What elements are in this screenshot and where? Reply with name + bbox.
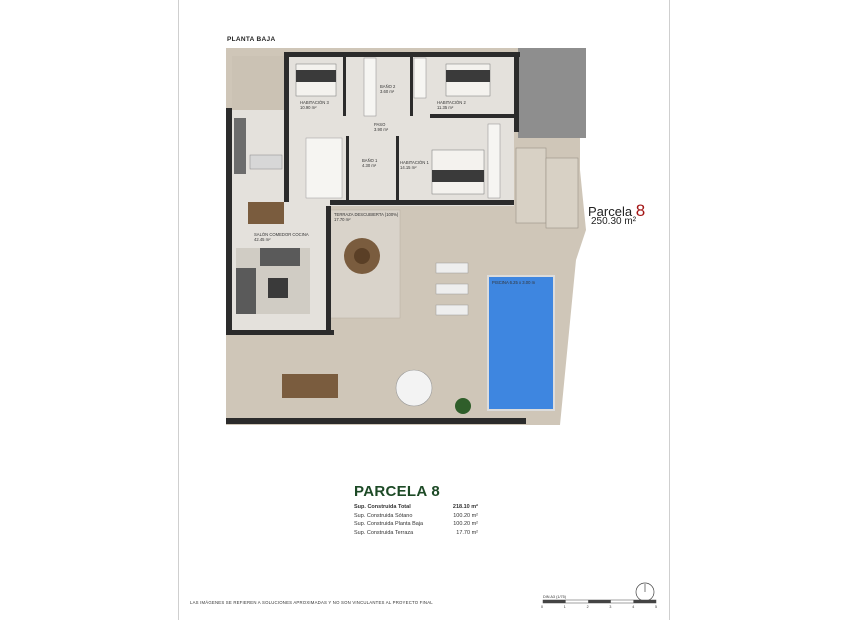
dining-table-interior <box>248 202 284 224</box>
scale-tick: 3 <box>609 605 612 609</box>
room-area-bano2: 3.60 m² <box>380 89 395 94</box>
room-area-bano1: 4.30 m² <box>362 163 377 168</box>
room-name-pool: PISCINA 6.25 x 3.00 m <box>492 280 536 285</box>
area-row-value: 100.20 m² <box>453 521 478 527</box>
north-compass-icon <box>636 583 654 601</box>
scale-tick: 2 <box>586 605 589 609</box>
parcel-area: 250.30 m² <box>591 216 637 227</box>
room-area-salon: 42.45 m² <box>254 237 271 242</box>
outdoor-dining <box>282 374 338 398</box>
area-row-value: 17.70 m² <box>456 529 478 536</box>
parcel-number: 8 <box>635 201 646 220</box>
parcel-label-text: Parcela <box>588 204 633 219</box>
room-name-terrace: TERRAZA DESCUBIERTA (100%) <box>334 212 399 217</box>
area-row <box>354 520 478 529</box>
living-area <box>236 248 310 314</box>
area-row-label: Sup. Construida Terraza <box>354 529 414 536</box>
scale-bar <box>543 600 656 603</box>
room-area-hab2: 11.35 m² <box>437 105 454 110</box>
scale-tick: 5 <box>654 605 657 609</box>
scale-ticks <box>541 605 657 609</box>
exterior-stairs <box>516 148 578 228</box>
room-name-hab3: HABITACIÓN 3 <box>300 100 329 105</box>
scale-tick: 0 <box>541 605 543 609</box>
room-name-hab1: HABITACIÓN 1 <box>400 160 429 165</box>
bed-hab1 <box>432 150 484 194</box>
area-row-value: 100.20 m² <box>453 512 478 519</box>
footer-disclaimer: LAS IMÁGENES SE REFIEREN A SOLUCIONES APROXIMADAS Y NO SON VINCULANTES AL PROYECTO FINAL <box>190 600 433 605</box>
terrace-round-table <box>344 238 380 274</box>
area-row <box>354 529 478 538</box>
summary-title: PARCELA 8 <box>354 483 441 500</box>
room-name-salon: SALÓN COMEDOR COCINA <box>254 232 309 237</box>
room-area-paso: 3.90 m² <box>374 127 389 132</box>
pool <box>488 276 554 410</box>
area-row-label: Sup. Construida Planta Baja <box>354 521 424 527</box>
room-name-bano1: BAÑO 1 <box>362 158 378 163</box>
internal-stair <box>306 138 342 198</box>
area-row-label: Sup. Construida Sótano <box>354 512 413 519</box>
bed-hab2 <box>446 64 490 96</box>
plan-title: PLANTA BAJA <box>227 36 276 43</box>
room-area-hab1: 14.15 m² <box>400 165 417 170</box>
sun-loungers <box>436 263 468 315</box>
room-area-terrace: 17.70 m² <box>334 217 351 222</box>
bed-hab3 <box>296 64 336 96</box>
scale-label: DIN A3 (1/75) <box>543 595 567 599</box>
area-row <box>354 512 478 521</box>
room-name-paso: PASO <box>374 122 386 127</box>
room-name-hab2: HABITACIÓN 2 <box>437 100 466 105</box>
umbrella <box>396 370 432 406</box>
plant <box>455 398 471 414</box>
area-table <box>354 503 478 537</box>
neighbour-area <box>518 48 586 138</box>
scale-tick: 4 <box>632 605 635 609</box>
room-area-hab3: 10.90 m² <box>300 105 317 110</box>
area-row-label: Sup. Construida Total <box>354 504 411 510</box>
area-row-value: 218.10 m² <box>452 504 478 510</box>
scale-tick: 1 <box>563 605 566 609</box>
room-name-bano2: BAÑO 2 <box>380 84 396 89</box>
area-row <box>354 503 478 512</box>
